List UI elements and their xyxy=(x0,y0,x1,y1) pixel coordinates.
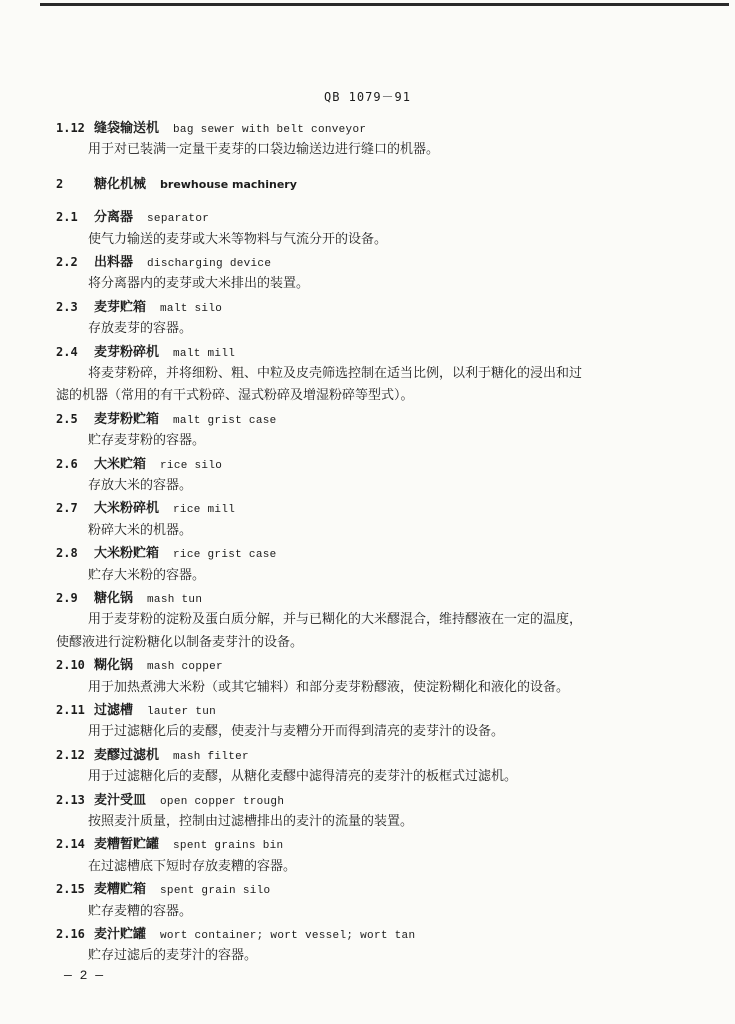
term-number: 2.13 xyxy=(56,792,85,807)
term-english: bag sewer with belt conveyor xyxy=(173,124,367,136)
term-definition: 贮存过滤后的麦芽汁的容器。 xyxy=(88,948,258,964)
term-english: malt silo xyxy=(160,302,223,315)
term-number: 2 xyxy=(56,176,64,191)
term-chinese: 麦芽贮箱 xyxy=(94,299,147,315)
term-number: 2.14 xyxy=(56,837,85,852)
term-heading xyxy=(56,789,656,811)
term-number: 2.10 xyxy=(56,658,85,673)
term-chinese: 糖化锅 xyxy=(94,590,134,606)
term-heading xyxy=(56,206,656,228)
term-number: 1.12 xyxy=(56,121,85,135)
term-definition: 贮存大米粉的容器。 xyxy=(88,567,206,583)
term-english: discharging device xyxy=(147,257,272,270)
term-heading xyxy=(56,923,656,945)
term-heading xyxy=(56,296,656,318)
term-definition: 贮存麦芽粉的容器。 xyxy=(88,433,206,449)
term-number: 2.9 xyxy=(56,590,78,605)
term-heading xyxy=(56,453,656,475)
term-number: 2.2 xyxy=(56,254,78,269)
term-definition: 使气力输送的麦芽或大米等物料与气流分开的设备。 xyxy=(88,231,388,247)
page-number: — 2 — xyxy=(64,968,104,983)
term-chinese: 麦芽粉贮箱 xyxy=(94,411,160,427)
term-heading xyxy=(56,542,656,564)
term-number: 2.6 xyxy=(56,456,78,471)
term-chinese: 麦糟暂贮罐 xyxy=(94,837,160,853)
term-number: 2.15 xyxy=(56,882,85,897)
term-english: open copper trough xyxy=(160,795,285,808)
term-number: 2.16 xyxy=(56,926,85,941)
term-chinese: 出料器 xyxy=(94,254,134,270)
term-chinese: 大米粉贮箱 xyxy=(94,546,160,562)
term-definition: 用于对已装满一定量干麦芽的口袋边输送边进行缝口的机器。 xyxy=(88,142,440,158)
term-chinese: 分离器 xyxy=(94,210,134,226)
term-list xyxy=(56,117,656,968)
term-heading xyxy=(56,587,656,609)
term-english: mash filter xyxy=(173,750,249,763)
term-number: 2.12 xyxy=(56,747,85,762)
term-definition: 贮存麦糟的容器。 xyxy=(88,903,193,919)
page-header-code: QB 1079－91 xyxy=(323,90,412,104)
term-definition: 存放大米的容器。 xyxy=(88,477,193,493)
term-definition: 用于加热煮沸大米粉（或其它辅料）和部分麦芽粉醪液，使淀粉糊化和液化的设备。 xyxy=(88,679,570,695)
term-heading xyxy=(56,173,656,195)
term-definition: 将分离器内的麦芽或大米排出的装置。 xyxy=(88,276,310,292)
term-heading xyxy=(56,654,656,676)
term-chinese: 麦糟贮箱 xyxy=(94,882,147,898)
term-english: separator xyxy=(147,213,210,226)
term-heading xyxy=(56,833,656,855)
term-heading xyxy=(56,408,656,430)
term-definition: 将麦芽粉碎，并将细粉、粗、中粒及皮壳筛选控制在适当比例，以利于糖化的浸出和过 xyxy=(88,365,583,381)
term-heading xyxy=(56,497,656,519)
term-number: 2.1 xyxy=(56,210,78,225)
term-english: mash tun xyxy=(147,593,203,606)
term-heading xyxy=(56,117,656,139)
term-number: 2.3 xyxy=(56,299,78,314)
term-english: lauter tun xyxy=(147,705,217,718)
term-definition-continued: 滤的机器（常用的有干式粉碎、湿式粉碎及增湿粉碎等型式）。 xyxy=(56,388,414,404)
term-chinese: 麦醪过滤机 xyxy=(94,747,160,763)
term-definition-continued: 使醪液进行淀粉糖化以制备麦芽汁的设备。 xyxy=(56,634,304,650)
term-definition: 存放麦芽的容器。 xyxy=(88,321,193,337)
term-english: malt grist case xyxy=(173,414,277,427)
term-heading xyxy=(56,744,656,766)
term-definition: 用于过滤糖化后的麦醪，从糖化麦醪中滤得清亮的麦芽汁的板框式过滤机。 xyxy=(88,769,518,785)
top-rule xyxy=(40,3,729,6)
term-number: 2.4 xyxy=(56,344,78,359)
term-heading xyxy=(56,251,656,273)
term-definition: 粉碎大米的机器。 xyxy=(88,522,193,538)
term-english: rice mill xyxy=(173,504,236,517)
term-english: malt mill xyxy=(173,347,236,360)
term-chinese: 麦汁贮罐 xyxy=(94,926,147,942)
term-number: 2.8 xyxy=(56,546,78,561)
term-chinese: 缝袋输送机 xyxy=(94,121,160,136)
term-chinese: 麦芽粉碎机 xyxy=(94,344,160,360)
term-chinese: 大米贮箱 xyxy=(94,456,147,472)
term-heading xyxy=(56,878,656,900)
term-heading xyxy=(56,341,656,363)
term-number: 2.7 xyxy=(56,501,78,516)
term-chinese: 大米粉碎机 xyxy=(94,501,160,517)
term-english: mash copper xyxy=(147,661,223,674)
term-definition: 用于过滤糖化后的麦醪，使麦汁与麦糟分开而得到清亮的麦芽汁的设备。 xyxy=(88,724,505,740)
term-english: brewhouse machinery xyxy=(160,177,297,191)
term-chinese: 麦汁受皿 xyxy=(94,792,147,808)
term-english: rice silo xyxy=(160,459,223,472)
term-english: wort container; wort vessel; wort tan xyxy=(160,929,416,942)
term-definition: 按照麦汁质量，控制由过滤槽排出的麦汁的流量的装置。 xyxy=(88,813,414,829)
term-number: 2.11 xyxy=(56,702,85,717)
term-number: 2.5 xyxy=(56,411,78,426)
term-english: rice grist case xyxy=(173,549,277,562)
term-english: spent grain silo xyxy=(160,885,271,898)
term-chinese: 糊化锅 xyxy=(94,658,134,674)
term-definition: 在过滤槽底下短时存放麦糟的容器。 xyxy=(88,858,297,874)
term-heading xyxy=(56,699,656,721)
term-chinese: 过滤槽 xyxy=(94,702,134,718)
term-chinese: 糖化机械 xyxy=(94,176,147,192)
term-definition: 用于麦芽粉的淀粉及蛋白质分解，并与已糊化的大米醪混合，维持醪液在一定的温度， xyxy=(88,612,583,628)
term-english: spent grains bin xyxy=(173,840,284,853)
